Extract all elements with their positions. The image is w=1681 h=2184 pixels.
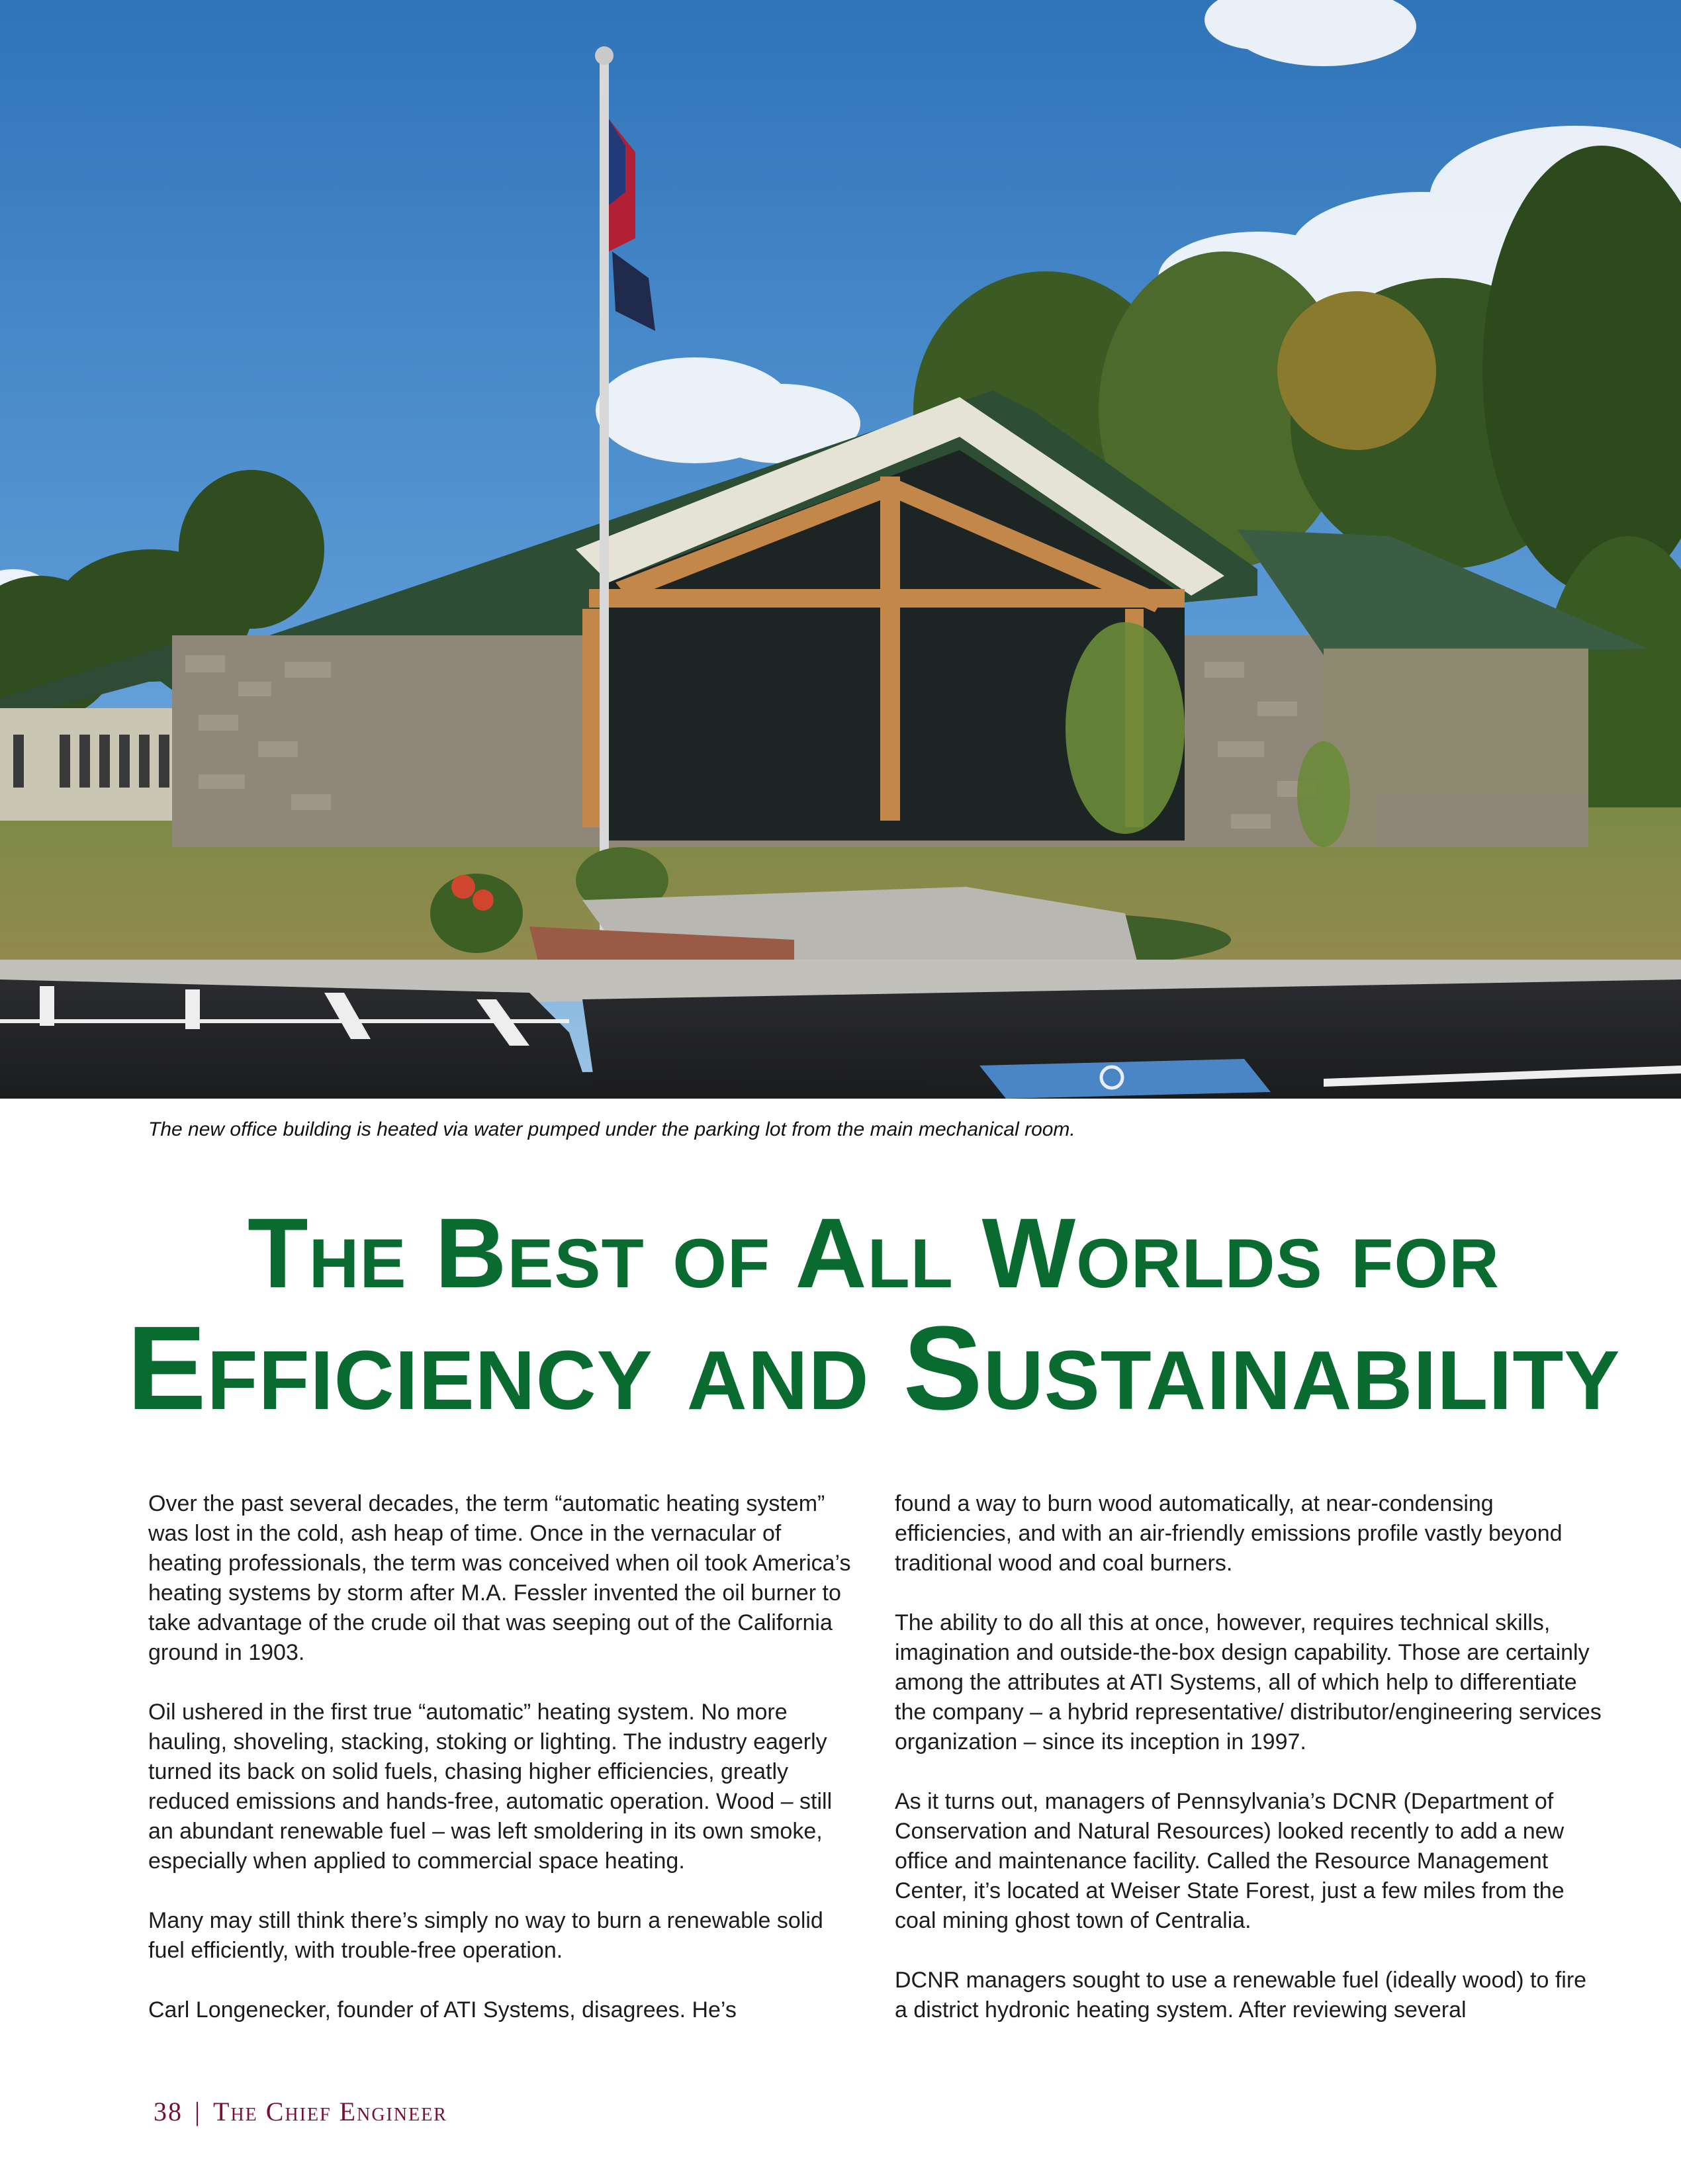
body-column-right — [895, 1489, 1603, 2025]
paragraph: The ability to do all this at once, however, requires technical skills, imagination and outside-the-box design capability. Those are certainly among the attributes at ATI Systems, all of which help to differentiate the company – a hybrid representative/ distributor/engineering services organization – since its inception in 1997. — [895, 1610, 1602, 1754]
flagpole — [600, 53, 609, 940]
page-number: 38 — [154, 2097, 183, 2126]
body-column-left — [148, 1489, 856, 2025]
publication-name: The Chief Engineer — [213, 2097, 447, 2126]
paragraph: found a way to burn wood automatically, at near-condensing efficiencies, and with an air-friendly emissions profile vastly beyond traditional wood and coal burners. — [895, 1491, 1563, 1576]
left-wing-wall — [0, 708, 185, 821]
paragraph: Over the past several decades, the term “automatic heating system” was lost in the cold, ash heap of time. Once in the vernacular of heating professionals, the term was conceived when oil took America’s heating systems by storm after M.A. Fessler invented the oil burner to take advantage of the crude oil that was seeping out of the California ground in 1903. — [148, 1491, 851, 1665]
photo-caption: The new office building is heated via water pumped under the parking lot from the main mechanical room. — [148, 1118, 1075, 1140]
headline-line-2: Efficiency and Sustainability — [126, 1302, 1621, 1435]
footer-separator: | — [195, 2097, 202, 2126]
paragraph: As it turns out, managers of Pennsylvania’s DCNR (Department of Conservation and Natural Resources) looked recently to add a new office and maintenance facility. Called the Resource Management Center, it’s located at Weiser State Forest, just a few miles from the coal mining ghost town of Centralia. — [895, 1789, 1565, 1933]
paragraph: Carl Longenecker, founder of ATI Systems, disagrees. He’s — [148, 1997, 737, 2023]
paragraph: Many may still think there’s simply no way to burn a renewable solid fuel efficiently, with trouble-free operation. — [148, 1908, 823, 1963]
paragraph: DCNR managers sought to use a renewable fuel (ideally wood) to fire a district hydronic heating system. After reviewing several — [895, 1968, 1587, 2023]
headline-line-1: The Best of All Worlds for — [248, 1197, 1500, 1308]
accessible-parking-icon — [979, 1059, 1271, 1099]
paragraph: Oil ushered in the first true “automatic” heating system. No more hauling, shoveling, stacking, stoking or lighting. The industry eagerly turned its back on solid fuels, chasing higher efficiencies, greatly reduced emissions and hands-free, automatic operation. Wood – still an abundant renewable fuel – was left smoldering in its own smoke, especially when applied to commercial space heating. — [148, 1700, 833, 1874]
page-footer — [154, 2096, 447, 2127]
